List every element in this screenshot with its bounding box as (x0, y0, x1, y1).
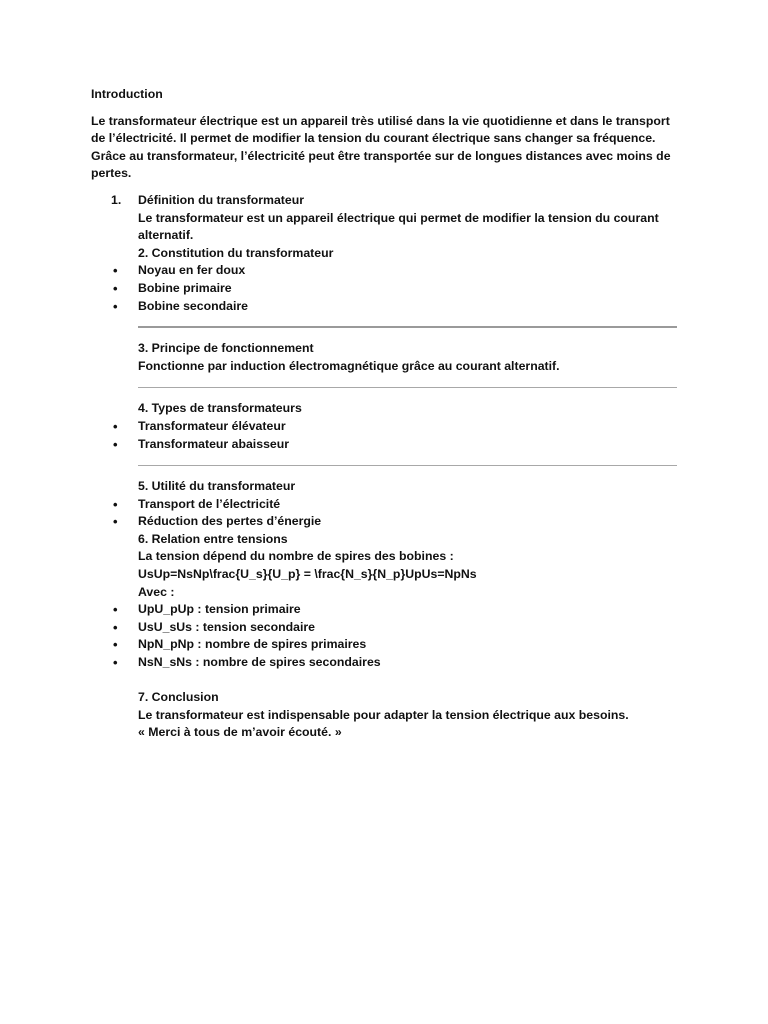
list-item (91, 436, 678, 454)
section-6-title: 6. Relation entre tensions (138, 531, 288, 546)
section-1-number: 1. (111, 192, 122, 207)
list-item (91, 496, 678, 514)
section-1-text: Le transformateur est un appareil électrique qui permet de modifier la tension du courant alternatif. (138, 210, 659, 243)
list-item (91, 298, 678, 316)
section-7-text: Le transformateur est indispensable pour adapter la tension électrique aux besoins. (138, 707, 629, 722)
list-item-label: Transformateur élévateur (138, 418, 286, 433)
bullet-icon: • (113, 298, 118, 314)
section-5-title: 5. Utilité du transformateur (138, 479, 296, 494)
list-item (91, 601, 678, 619)
list-item (91, 262, 678, 280)
list-item-label: Noyau en fer doux (138, 263, 246, 278)
list-item-label: UsU_sUs : tension secondaire (138, 619, 315, 634)
bullet-icon: • (113, 514, 118, 530)
list-item-label: NsN_sNs : nombre de spires secondaires (138, 655, 381, 670)
bullet-icon: • (113, 655, 118, 671)
horizontal-divider (138, 387, 677, 388)
section-7-title: 7. Conclusion (138, 690, 219, 705)
section-1 (91, 192, 678, 210)
list-item (91, 418, 678, 436)
intro-heading: Introduction (91, 87, 163, 101)
bullet-icon: • (113, 263, 118, 279)
bullet-icon: • (113, 436, 118, 452)
bullet-icon: • (113, 619, 118, 635)
closing-quote: « Merci à tous de m’avoir écouté. » (138, 725, 342, 740)
section-6-text: La tension dépend du nombre de spires des bobines : (138, 549, 454, 564)
list-item-label: UpU_pUp : tension primaire (138, 602, 301, 617)
list-item-label: Transformateur abaisseur (138, 436, 290, 451)
spacer (91, 672, 678, 690)
list-item-label: Transport de l’électricité (138, 496, 281, 511)
section-1-title: Définition du transformateur (138, 192, 305, 207)
bullet-icon: • (113, 280, 118, 296)
bullet-icon: • (113, 418, 118, 434)
section-6-formula: UsUp=NsNp\frac{U_s}{U_p} = \frac{N_s}{N_p}UpUs=NpNs (138, 567, 477, 582)
list-item-label: Bobine secondaire (138, 298, 249, 313)
section-3-title: 3. Principe de fonctionnement (138, 341, 314, 356)
list-item (91, 636, 678, 654)
section-3-text: Fonctionne par induction électromagnétique grâce au courant alternatif. (138, 358, 560, 373)
section-6-avec: Avec : (138, 584, 175, 599)
list-item-label: Bobine primaire (138, 280, 232, 295)
list-item-label: Réduction des pertes d’énergie (138, 514, 322, 529)
bullet-icon: • (113, 496, 118, 512)
intro-paragraph: Le transformateur électrique est un appareil très utilisé dans la vie quotidienne et dans le transport de l’électricité. Il permet de modifier la tension du courant électrique sans changer sa fréquence. Grâce au transformateur, l’électricité peut être transportée sur de longues distances avec moins de pertes. (91, 113, 671, 181)
list-item (91, 619, 678, 637)
list-item-label: NpN_pNp : nombre de spires primaires (138, 637, 367, 652)
horizontal-divider (138, 465, 677, 466)
list-item (91, 513, 678, 531)
horizontal-divider (138, 326, 677, 328)
bullet-icon: • (113, 637, 118, 653)
section-4-title: 4. Types de transformateurs (138, 401, 302, 416)
list-item (91, 654, 678, 672)
section-2-title: 2. Constitution du transformateur (138, 245, 334, 260)
bullet-icon: • (113, 602, 118, 618)
list-item (91, 280, 678, 298)
